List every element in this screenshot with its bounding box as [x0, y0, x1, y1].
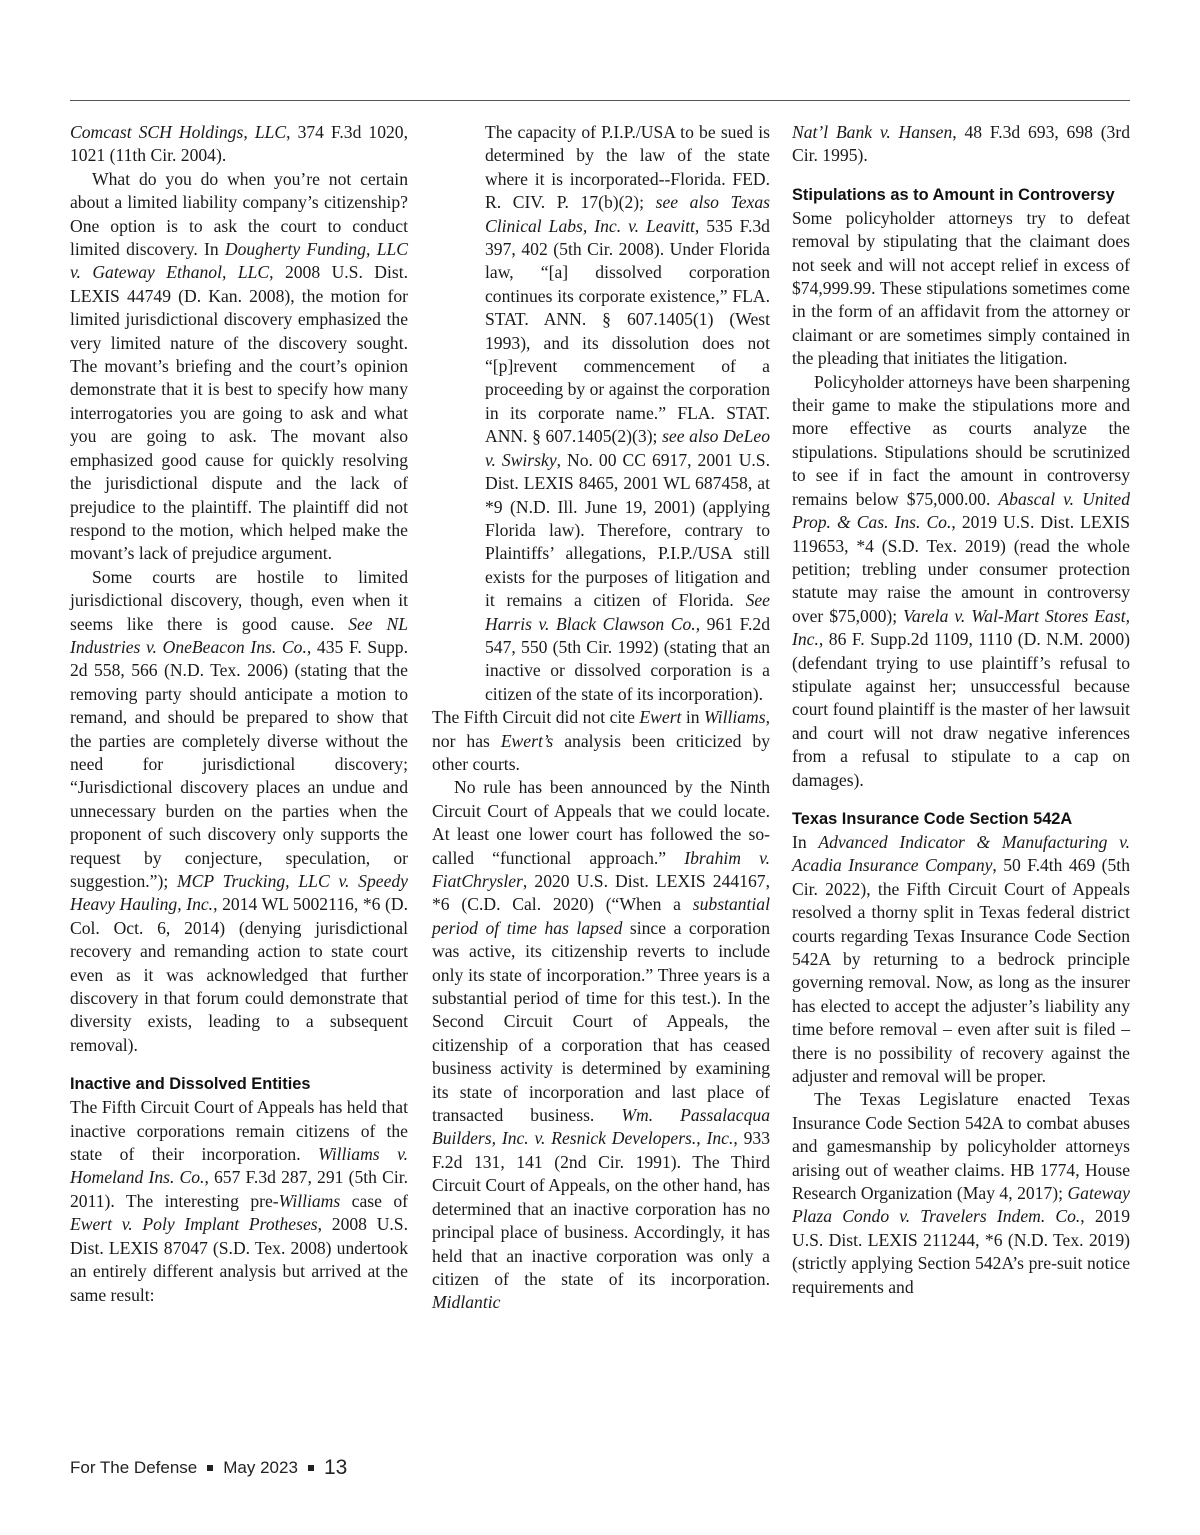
block-quote: The capacity of P.I.P./USA to be sued is determined by the law of the state where it is incorporated--Florida. FED. R. CIV. P. 17(b)(2); see also Texas Clinical Labs, Inc. v. Leavitt, 535 F.3d 397, 402 (5th Cir. 2008). Under Florida law, “[a] dissolved corporation continues its corporate existence,” FLA. STAT. ANN. § 607.1405(1) (West 1993), and its dissolution does not “[p]revent commencement of a proceeding by or against the corporation in its corporate name.” FLA. STAT. ANN. § 607.1405(2)(3); see also DeLeo v. Swirsky, No. 00 CC 6917, 2001 U.S. Dist. LEXIS 8465, 2001 WL 687458, at *9 (N.D. Ill. June 19, 2001) (applying Florida law). Therefore, contrary to Plaintiffs’ allegations, P.I.P./USA still exists for the purposes of litigation and it remains a citizen of Florida. See Harris v. Black Clawson Co., 961 F.2d 547, 550 (5th Cir. 1992) (stating that an inactive or dissolved corporation is a citizen of the state of its incorporation).	[485, 122, 770, 704]
column-3	[792, 121, 1130, 1299]
paragraph: Some courts are hostile to limited jurisdictional discovery, though, even when it seems like there is good cause. See NL Industries v. OneBeacon Ins. Co., 435 F. Supp. 2d 558, 566 (N.D. Tex. 2006) (stating that the removing party should anticipate a motion to remand, and should be prepared to show that the parties are completely diverse without the need for jurisdictional discovery; “Jurisdictional discovery places an undue and unnecessary burden on the parties when the proponent of such discovery only supports the request by conjecture, speculation, or suggestion.”); MCP Trucking, LLC v. Speedy Heavy Hauling, Inc., 2014 WL 5002116, *6 (D. Col. Oct. 6, 2014) (denying jurisdictional recovery and remanding action to state court even as it was acknowledged that further discovery in that forum could demonstrate that diversity exists, leading to a subsequent removal).	[70, 566, 408, 1055]
page-footer	[70, 1456, 347, 1480]
section-heading: Stipulations as to Amount in Controversy	[792, 185, 1115, 204]
column-1	[70, 121, 408, 1307]
separator-square-icon	[207, 1465, 213, 1471]
paragraph: Comcast SCH Holdings, LLC, 374 F.3d 1020, 1021 (11th Cir. 2004).	[70, 122, 408, 166]
paragraph: Nat’l Bank v. Hansen, 48 F.3d 693, 698 (3rd Cir. 1995).	[792, 122, 1131, 166]
page-number: 13	[323, 1456, 348, 1479]
paragraph: The Fifth Circuit did not cite Ewert in Williams, nor has Ewert’s analysis been criticized by other courts.	[432, 707, 771, 774]
paragraph: The Texas Legislature enacted Texas Insurance Code Section 542A to combat abuses and gamesmanship by policyholder attorneys arising out of weather claims. HB 1774, House Research Organization (May 4, 2017); Gateway Plaza Condo v. Travelers Indem. Co., 2019 U.S. Dist. LEXIS 211244, *6 (N.D. Tex. 2019) (strictly applying Section 542A’s pre-suit notice requirements and	[792, 1089, 1131, 1297]
paragraph: The Fifth Circuit Court of Appeals has held that inactive corporations remain citizens of the state of their incorporation. Williams v. Homeland Ins. Co., 657 F.3d 287, 291 (5th Cir. 2011). The interesting pre-Williams case of Ewert v. Poly Implant Protheses, 2008 U.S. Dist. LEXIS 87047 (S.D. Tex. 2008) undertook an entirely different analysis but arrived at the same result:	[70, 1097, 408, 1305]
paragraph: In Advanced Indicator & Manufacturing v. Acadia Insurance Company, 50 F.4th 469 (5th Cir. 2022), the Fifth Circuit Court of Appeals resolved a thorny split in Texas federal district courts regarding Texas Insurance Code Section 542A by returning to a bedrock principle governing removal. Now, as long as the insurer has elected to accept the adjuster’s liability any time before removal – even after suit is filed – there is no possibility of recovery against the adjuster and removal will be proper.	[792, 831, 1130, 1087]
header-rule	[70, 100, 1130, 101]
issue-date: May 2023	[223, 1458, 298, 1477]
column-2	[432, 121, 770, 1315]
paragraph: Policyholder attorneys have been sharpening their game to make the stipulations more and more effective as courts analyze the stipulations. Stipulations should be scrutinized to see if in fact the amount in controversy remains below $75,000.00. Abascal v. United Prop. & Cas. Ins. Co., 2019 U.S. Dist. LEXIS 119653, *4 (S.D. Tex. 2019) (read the whole petition; trebling under consumer protection statute may raise the amount in controversy over $75,000); Varela v. Wal-Mart Stores East, Inc., 86 F. Supp.2d 1109, 1110 (D. N.M. 2000) (defendant trying to use plaintiff’s refusal to stipulate against her; unsuccessful because court found plaintiff is the master of her lawsuit and court will not draw negative inferences from a refusal to stipulate to a cap on damages).	[792, 371, 1130, 790]
paragraph: Some policyholder attorneys try to defeat removal by stipulating that the claimant does not seek and will not accept relief in excess of $74,999.99. These stipulations sometimes come in the form of an affidavit from the attorney or claimant or are sometimes simply contained in the pleading that initiates the litigation.	[792, 207, 1130, 369]
separator-square-icon	[308, 1465, 314, 1471]
publication-name: For The Defense	[70, 1458, 198, 1477]
paragraph: What do you do when you’re not certain about a limited liability company’s citizenship? One option is to ask the court to conduct limited discovery. In Dougherty Funding, LLC v. Gateway Ethanol, LLC, 2008 U.S. Dist. LEXIS 44749 (D. Kan. 2008), the motion for limited jurisdictional discovery emphasized the very limited nature of the discovery sought. The movant’s briefing and the court’s opinion demonstrate that it is best to specify how many interrogatories you are going to ask and what you are going to ask. The movant also emphasized good cause for quickly resolving the jurisdictional dispute and the lack of prejudice to the plaintiff. The plaintiff did not respond to the motion, which helped make the movant’s lack of prejudice argument.	[70, 168, 408, 564]
section-heading: Texas Insurance Code Section 542A	[792, 809, 1073, 828]
section-heading: Inactive and Dissolved Entities	[70, 1075, 311, 1094]
paragraph: No rule has been announced by the Ninth Circuit Court of Appeals that we could locate. At least one lower court has followed the so-called “functional approach.” Ibrahim v. FiatChrysler, 2020 U.S. Dist. LEXIS 244167, *6 (C.D. Cal. 2020) (“When a substantial period of time has lapsed since a corporation was active, its citizenship reverts to include only its state of incorporation.” Three years is a substantial period of time for this test.). In the Second Circuit Court of Appeals, the citizenship of a corporation that has ceased business activity is determined by examining its state of incorporation and last place of transacted business. Wm. Passalacqua Builders, Inc. v. Resnick Developers., Inc., 933 F.2d 131, 141 (2nd Cir. 1991). The Third Circuit Court of Appeals, on the other hand, has determined that an inactive corporation has no principal place of business. Accordingly, it has held that an inactive corporation was only a citizen of the state of its incorporation. Midlantic	[432, 777, 771, 1313]
